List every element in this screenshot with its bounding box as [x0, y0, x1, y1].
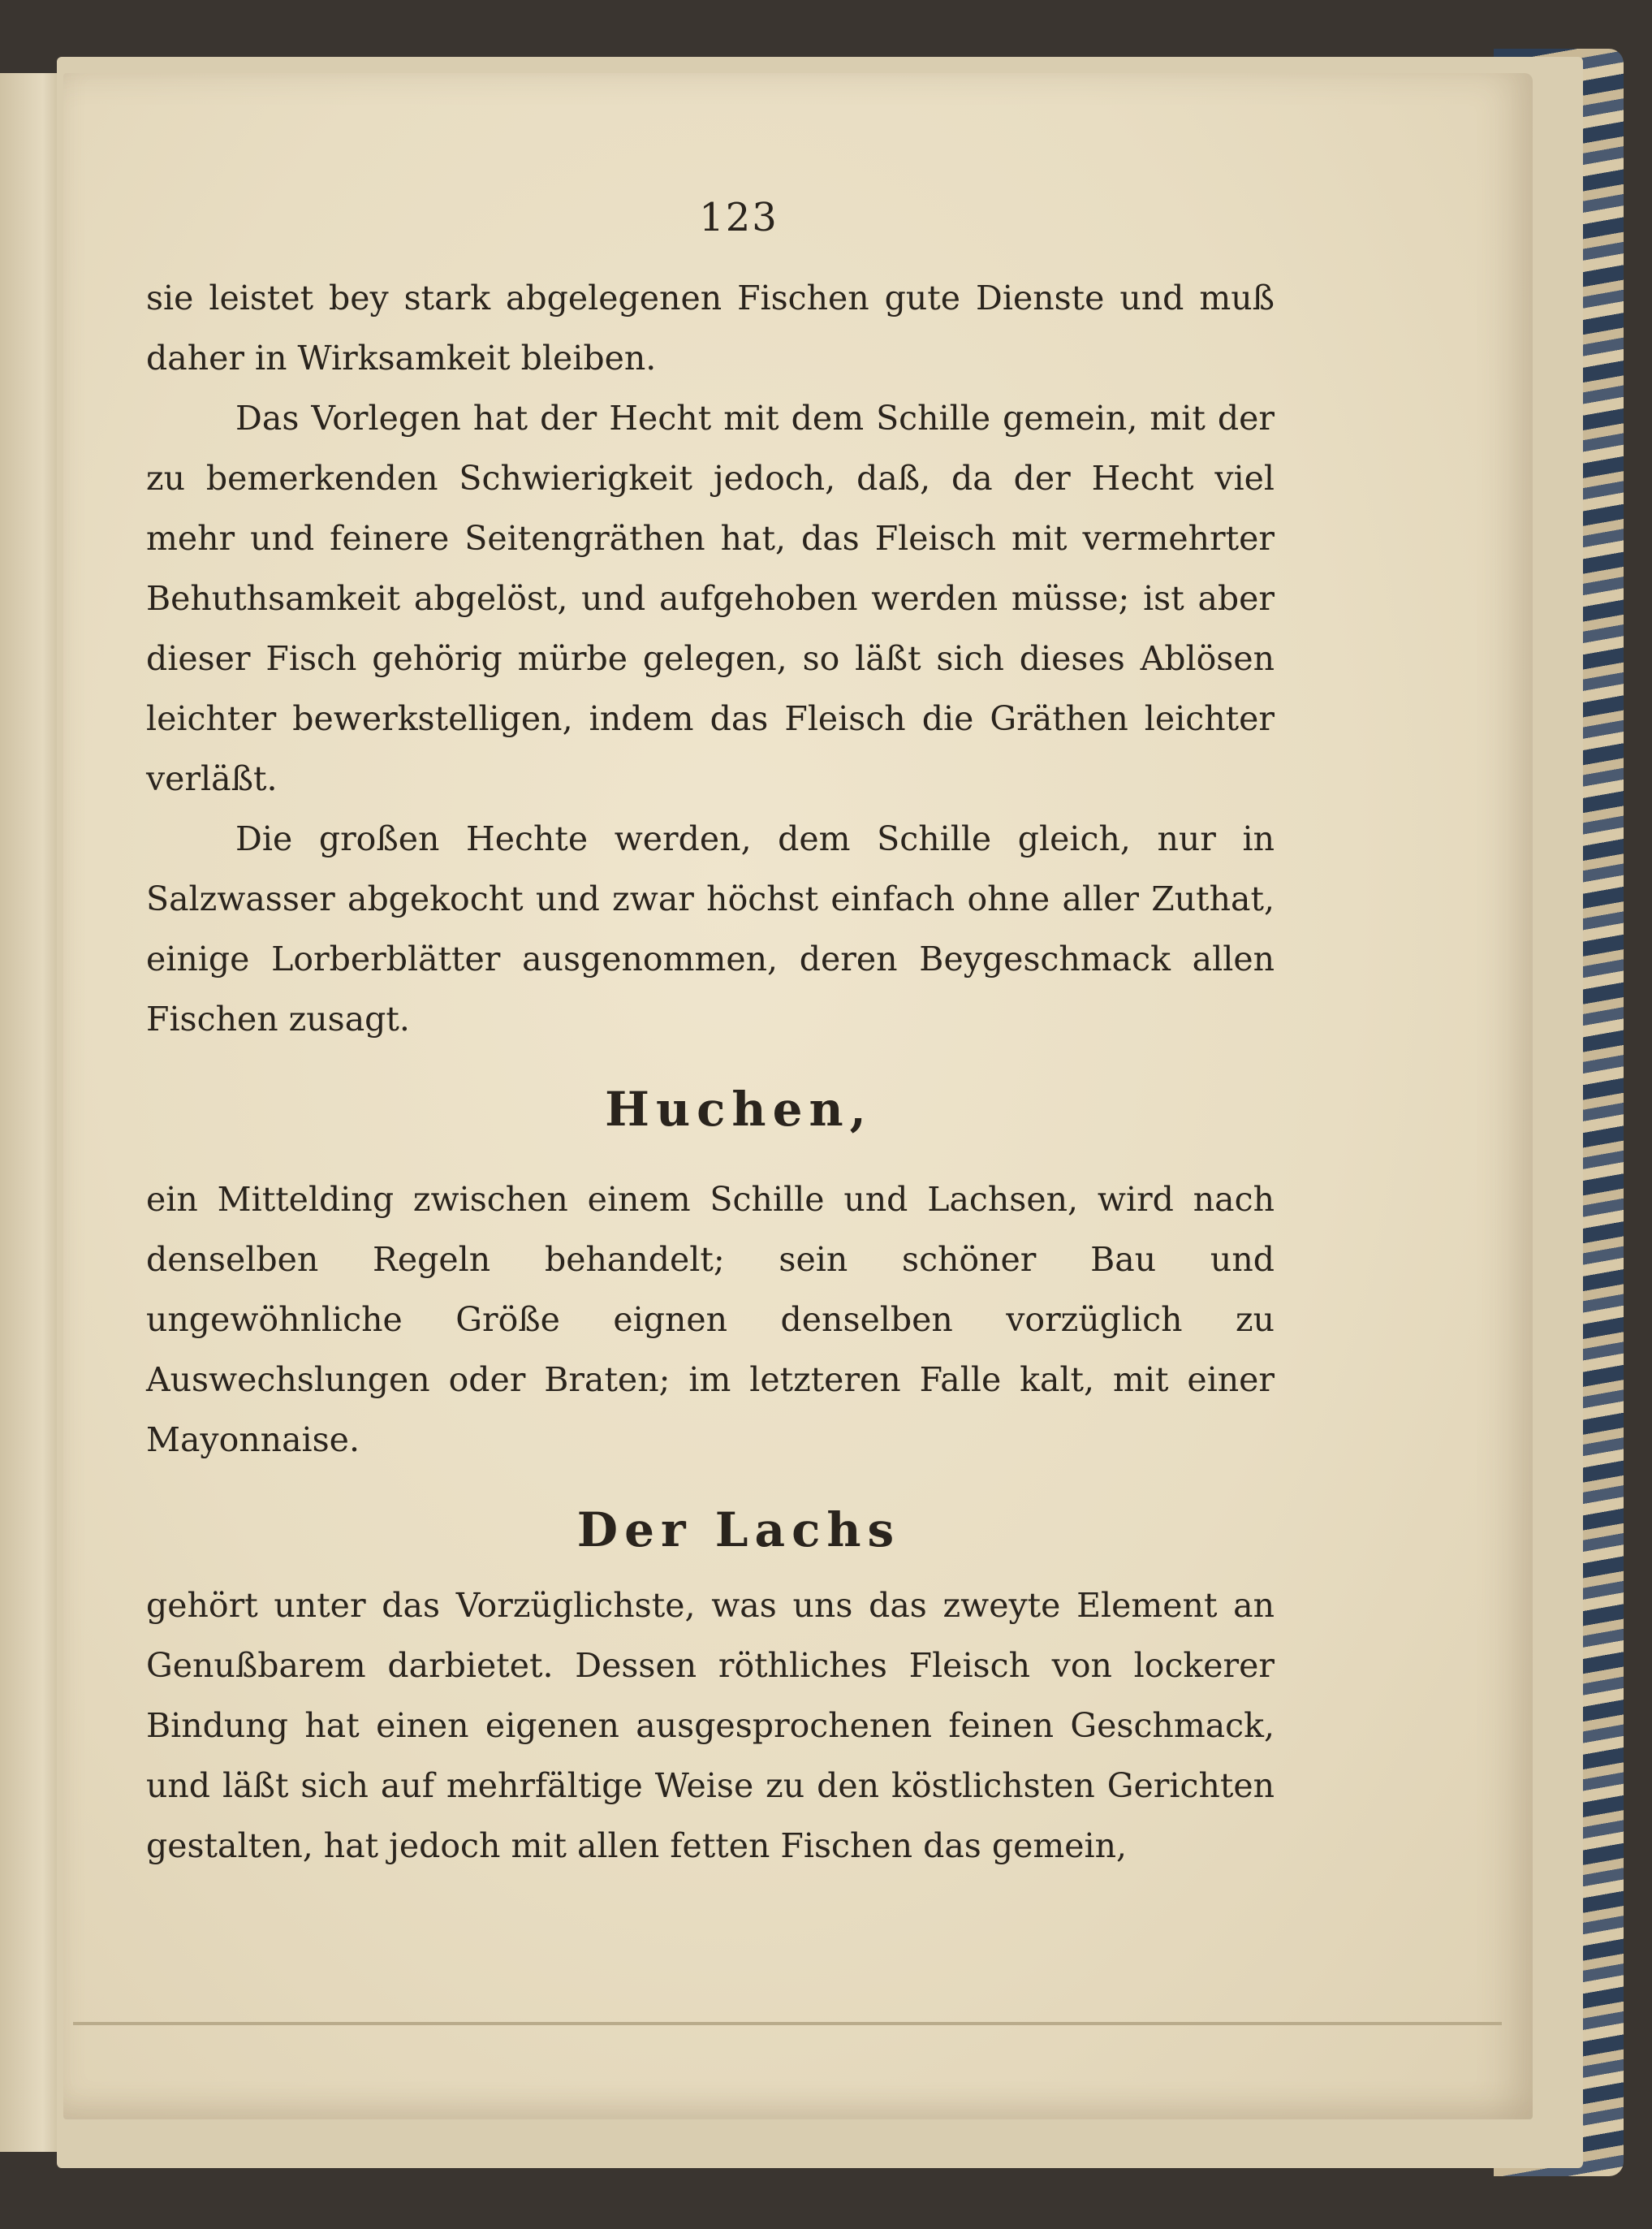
paragraph-hecht-kochen: Die großen Hechte werden, dem Schille gleich, nur in Salzwasser abgekocht und zwar höchst einfach ohne aller Zuthat, einige Lorberblätter ausgenommen, deren Beygeschmack allen Fischen zusagt. [146, 819, 1275, 1039]
heading-huchen: Huchen, [605, 1082, 873, 1137]
page-number: 123 [699, 195, 779, 240]
paragraph-huchen: ein Mittelding zwischen einem Schille und Lachsen, wird nach denselben Regeln behandelt; sein schöner Bau und ungewöhnliche Größe eignen denselben vorzüglich zu Auswechslungen oder Braten; im letzteren Falle kalt, mit einer Mayonnaise. [146, 1180, 1275, 1459]
paragraph-lachs: gehört unter das Vorzüglichste, was uns das zweyte Element an Genußbarem darbietet. Dessen röthliches Fleisch von lockerer Bindung hat einen eigenen ausgesprochenen feinen Geschmack, und läßt sich auf mehrfältige Weise zu den köstlichsten Gerichten gestalten, hat jedoch mit allen fetten Fischen das gemein, [146, 1586, 1275, 1865]
paragraph-hecht-vorlegen: Das Vorlegen hat der Hecht mit dem Schille gemein, mit der zu bemerkenden Schwierigkeit jedoch, daß, da der Hecht viel mehr und feinere Seitengräthen hat, das Fleisch mit vermehrter Behuthsamkeit abgelöst, und aufgehoben werden müsse; ist aber dieser Fisch gehörig mürbe gelegen, so läßt sich dieses Ablösen leichter bewerkstelligen, indem das Fleisch die Gräthen leichter verläßt. [146, 399, 1275, 798]
paragraph-continuation: sie leistet bey stark abgelegenen Fischen gute Dienste und muß daher in Wirksamkeit bleiben. [146, 279, 1275, 378]
page-content [146, 195, 1275, 1876]
page-bottom-edge [73, 2022, 1502, 2025]
heading-lachs: Der Lachs [576, 1502, 901, 1557]
